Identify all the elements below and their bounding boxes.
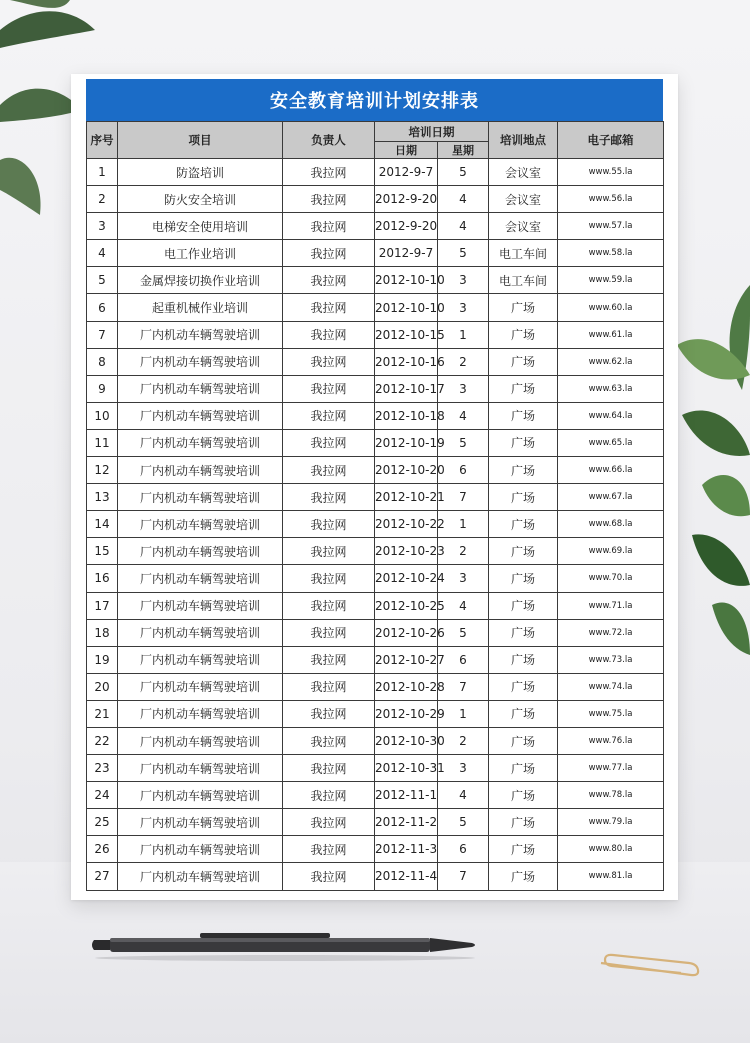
row-email-cell: www.73.la xyxy=(558,646,664,673)
row-email-cell: www.76.la xyxy=(558,727,664,754)
row-location-cell: 广场 xyxy=(489,755,558,782)
row-email-cell: www.65.la xyxy=(558,429,664,456)
row-weekday-cell: 6 xyxy=(438,836,489,863)
row-email-cell: www.72.la xyxy=(558,619,664,646)
row-email-cell: www.59.la xyxy=(558,267,664,294)
row-item-cell: 厂内机动车辆驾驶培训 xyxy=(118,809,283,836)
row-item-cell: 厂内机动车辆驾驶培训 xyxy=(118,700,283,727)
row-item-cell: 厂内机动车辆驾驶培训 xyxy=(118,402,283,429)
row-location-cell: 广场 xyxy=(489,538,558,565)
row-email-cell: www.77.la xyxy=(558,755,664,782)
row-no-cell: 15 xyxy=(87,538,118,565)
row-weekday-cell: 1 xyxy=(438,321,489,348)
row-owner-cell: 我拉网 xyxy=(283,240,375,267)
row-no-cell: 4 xyxy=(87,240,118,267)
row-email-cell: www.64.la xyxy=(558,402,664,429)
header-no: 序号 xyxy=(87,122,118,159)
row-weekday-cell: 2 xyxy=(438,727,489,754)
row-item-cell: 电工作业培训 xyxy=(118,240,283,267)
row-owner-cell: 我拉网 xyxy=(283,700,375,727)
row-date-cell: 2012-10-20 xyxy=(375,457,438,484)
row-no-cell: 27 xyxy=(87,863,118,890)
row-no-cell: 1 xyxy=(87,159,118,186)
row-location-cell: 会议室 xyxy=(489,213,558,240)
header-location: 培训地点 xyxy=(489,122,558,159)
row-location-cell: 广场 xyxy=(489,348,558,375)
row-date-cell: 2012-9-20 xyxy=(375,213,438,240)
row-location-cell: 广场 xyxy=(489,836,558,863)
row-location-cell: 广场 xyxy=(489,863,558,890)
row-location-cell: 会议室 xyxy=(489,186,558,213)
row-email-cell: www.62.la xyxy=(558,348,664,375)
table-row xyxy=(87,836,664,863)
row-owner-cell: 我拉网 xyxy=(283,863,375,890)
row-no-cell: 17 xyxy=(87,592,118,619)
row-no-cell: 10 xyxy=(87,402,118,429)
table-row xyxy=(87,159,664,186)
row-item-cell: 厂内机动车辆驾驶培训 xyxy=(118,673,283,700)
row-date-cell: 2012-10-10 xyxy=(375,294,438,321)
table-header-row xyxy=(87,122,664,142)
header-email: 电子邮箱 xyxy=(558,122,664,159)
row-item-cell: 电梯安全使用培训 xyxy=(118,213,283,240)
document-title: 安全教育培训计划安排表 xyxy=(86,79,663,121)
row-owner-cell: 我拉网 xyxy=(283,836,375,863)
table-row xyxy=(87,429,664,456)
row-owner-cell: 我拉网 xyxy=(283,673,375,700)
header-item: 项目 xyxy=(118,122,283,159)
row-no-cell: 11 xyxy=(87,429,118,456)
row-owner-cell: 我拉网 xyxy=(283,267,375,294)
row-no-cell: 6 xyxy=(87,294,118,321)
plant-leaves-right-icon xyxy=(672,285,750,715)
row-item-cell: 厂内机动车辆驾驶培训 xyxy=(118,511,283,538)
row-location-cell: 广场 xyxy=(489,402,558,429)
row-date-cell: 2012-10-27 xyxy=(375,646,438,673)
row-email-cell: www.63.la xyxy=(558,375,664,402)
row-date-cell: 2012-9-20 xyxy=(375,186,438,213)
row-weekday-cell: 3 xyxy=(438,294,489,321)
row-location-cell: 广场 xyxy=(489,321,558,348)
row-weekday-cell: 5 xyxy=(438,619,489,646)
table-row xyxy=(87,511,664,538)
row-no-cell: 25 xyxy=(87,809,118,836)
row-owner-cell: 我拉网 xyxy=(283,321,375,348)
row-owner-cell: 我拉网 xyxy=(283,484,375,511)
row-weekday-cell: 5 xyxy=(438,240,489,267)
row-no-cell: 26 xyxy=(87,836,118,863)
row-item-cell: 厂内机动车辆驾驶培训 xyxy=(118,619,283,646)
row-location-cell: 会议室 xyxy=(489,159,558,186)
row-item-cell: 厂内机动车辆驾驶培训 xyxy=(118,348,283,375)
table-row xyxy=(87,538,664,565)
row-no-cell: 16 xyxy=(87,565,118,592)
row-date-cell: 2012-11-1 xyxy=(375,782,438,809)
row-item-cell: 防火安全培训 xyxy=(118,186,283,213)
row-email-cell: www.61.la xyxy=(558,321,664,348)
row-owner-cell: 我拉网 xyxy=(283,429,375,456)
row-location-cell: 广场 xyxy=(489,294,558,321)
row-no-cell: 2 xyxy=(87,186,118,213)
row-email-cell: www.70.la xyxy=(558,565,664,592)
row-weekday-cell: 6 xyxy=(438,646,489,673)
row-no-cell: 5 xyxy=(87,267,118,294)
row-location-cell: 广场 xyxy=(489,809,558,836)
row-location-cell: 广场 xyxy=(489,673,558,700)
row-item-cell: 金属焊接切换作业培训 xyxy=(118,267,283,294)
row-email-cell: www.58.la xyxy=(558,240,664,267)
row-owner-cell: 我拉网 xyxy=(283,159,375,186)
row-owner-cell: 我拉网 xyxy=(283,809,375,836)
row-weekday-cell: 3 xyxy=(438,755,489,782)
row-weekday-cell: 4 xyxy=(438,186,489,213)
row-location-cell: 广场 xyxy=(489,511,558,538)
table-row xyxy=(87,484,664,511)
table-row xyxy=(87,213,664,240)
row-weekday-cell: 6 xyxy=(438,457,489,484)
row-email-cell: www.80.la xyxy=(558,836,664,863)
row-location-cell: 广场 xyxy=(489,619,558,646)
row-owner-cell: 我拉网 xyxy=(283,511,375,538)
row-date-cell: 2012-10-15 xyxy=(375,321,438,348)
paper-clip-icon xyxy=(595,955,705,985)
document-sheet xyxy=(71,74,678,900)
row-weekday-cell: 5 xyxy=(438,159,489,186)
row-date-cell: 2012-10-18 xyxy=(375,402,438,429)
row-date-cell: 2012-10-17 xyxy=(375,375,438,402)
row-owner-cell: 我拉网 xyxy=(283,782,375,809)
row-weekday-cell: 4 xyxy=(438,402,489,429)
row-email-cell: www.81.la xyxy=(558,863,664,890)
row-location-cell: 广场 xyxy=(489,646,558,673)
row-date-cell: 2012-10-22 xyxy=(375,511,438,538)
row-location-cell: 广场 xyxy=(489,592,558,619)
row-location-cell: 电工车间 xyxy=(489,267,558,294)
header-owner: 负责人 xyxy=(283,122,375,159)
table-row xyxy=(87,267,664,294)
row-location-cell: 广场 xyxy=(489,727,558,754)
row-date-cell: 2012-10-28 xyxy=(375,673,438,700)
row-item-cell: 厂内机动车辆驾驶培训 xyxy=(118,538,283,565)
row-no-cell: 22 xyxy=(87,727,118,754)
row-item-cell: 厂内机动车辆驾驶培训 xyxy=(118,565,283,592)
row-date-cell: 2012-10-24 xyxy=(375,565,438,592)
row-date-cell: 2012-11-3 xyxy=(375,836,438,863)
row-date-cell: 2012-10-10 xyxy=(375,267,438,294)
row-email-cell: www.60.la xyxy=(558,294,664,321)
row-date-cell: 2012-10-23 xyxy=(375,538,438,565)
row-owner-cell: 我拉网 xyxy=(283,375,375,402)
row-item-cell: 厂内机动车辆驾驶培训 xyxy=(118,863,283,890)
row-no-cell: 21 xyxy=(87,700,118,727)
table-row xyxy=(87,457,664,484)
row-owner-cell: 我拉网 xyxy=(283,457,375,484)
row-email-cell: www.55.la xyxy=(558,159,664,186)
row-location-cell: 广场 xyxy=(489,375,558,402)
table-row xyxy=(87,673,664,700)
row-location-cell: 广场 xyxy=(489,782,558,809)
table-row xyxy=(87,863,664,890)
row-weekday-cell: 7 xyxy=(438,863,489,890)
row-email-cell: www.67.la xyxy=(558,484,664,511)
table-row xyxy=(87,782,664,809)
table-row xyxy=(87,646,664,673)
row-location-cell: 广场 xyxy=(489,429,558,456)
table-row xyxy=(87,619,664,646)
row-item-cell: 起重机械作业培训 xyxy=(118,294,283,321)
row-weekday-cell: 5 xyxy=(438,809,489,836)
row-email-cell: www.71.la xyxy=(558,592,664,619)
table-row xyxy=(87,809,664,836)
row-item-cell: 厂内机动车辆驾驶培训 xyxy=(118,375,283,402)
row-email-cell: www.75.la xyxy=(558,700,664,727)
row-owner-cell: 我拉网 xyxy=(283,646,375,673)
table-row xyxy=(87,321,664,348)
row-item-cell: 厂内机动车辆驾驶培训 xyxy=(118,782,283,809)
row-owner-cell: 我拉网 xyxy=(283,186,375,213)
row-date-cell: 2012-10-19 xyxy=(375,429,438,456)
table-row xyxy=(87,294,664,321)
row-email-cell: www.66.la xyxy=(558,457,664,484)
row-date-cell: 2012-11-2 xyxy=(375,809,438,836)
pen-icon xyxy=(90,928,480,962)
row-date-cell: 2012-10-16 xyxy=(375,348,438,375)
row-owner-cell: 我拉网 xyxy=(283,619,375,646)
row-weekday-cell: 1 xyxy=(438,700,489,727)
table-row xyxy=(87,375,664,402)
table-row xyxy=(87,186,664,213)
row-weekday-cell: 4 xyxy=(438,782,489,809)
row-owner-cell: 我拉网 xyxy=(283,727,375,754)
row-no-cell: 14 xyxy=(87,511,118,538)
row-email-cell: www.57.la xyxy=(558,213,664,240)
header-date-group: 培训日期 xyxy=(375,122,489,142)
row-date-cell: 2012-10-30 xyxy=(375,727,438,754)
header-weekday: 星期 xyxy=(438,142,489,159)
row-date-cell: 2012-11-4 xyxy=(375,863,438,890)
row-no-cell: 18 xyxy=(87,619,118,646)
row-owner-cell: 我拉网 xyxy=(283,592,375,619)
table-row xyxy=(87,402,664,429)
row-date-cell: 2012-10-21 xyxy=(375,484,438,511)
row-email-cell: www.68.la xyxy=(558,511,664,538)
row-date-cell: 2012-10-29 xyxy=(375,700,438,727)
row-date-cell: 2012-10-25 xyxy=(375,592,438,619)
table-row xyxy=(87,755,664,782)
table-row xyxy=(87,565,664,592)
row-location-cell: 电工车间 xyxy=(489,240,558,267)
row-owner-cell: 我拉网 xyxy=(283,565,375,592)
row-owner-cell: 我拉网 xyxy=(283,755,375,782)
row-weekday-cell: 7 xyxy=(438,484,489,511)
row-no-cell: 9 xyxy=(87,375,118,402)
row-email-cell: www.78.la xyxy=(558,782,664,809)
row-no-cell: 8 xyxy=(87,348,118,375)
row-item-cell: 厂内机动车辆驾驶培训 xyxy=(118,484,283,511)
row-no-cell: 7 xyxy=(87,321,118,348)
row-owner-cell: 我拉网 xyxy=(283,294,375,321)
row-item-cell: 厂内机动车辆驾驶培训 xyxy=(118,836,283,863)
row-email-cell: www.74.la xyxy=(558,673,664,700)
row-no-cell: 20 xyxy=(87,673,118,700)
row-item-cell: 厂内机动车辆驾驶培训 xyxy=(118,321,283,348)
row-owner-cell: 我拉网 xyxy=(283,348,375,375)
row-no-cell: 12 xyxy=(87,457,118,484)
row-item-cell: 厂内机动车辆驾驶培训 xyxy=(118,429,283,456)
row-weekday-cell: 4 xyxy=(438,213,489,240)
row-location-cell: 广场 xyxy=(489,484,558,511)
row-weekday-cell: 3 xyxy=(438,267,489,294)
row-item-cell: 防盗培训 xyxy=(118,159,283,186)
row-date-cell: 2012-9-7 xyxy=(375,240,438,267)
row-date-cell: 2012-9-7 xyxy=(375,159,438,186)
row-date-cell: 2012-10-26 xyxy=(375,619,438,646)
row-location-cell: 广场 xyxy=(489,565,558,592)
row-item-cell: 厂内机动车辆驾驶培训 xyxy=(118,755,283,782)
row-item-cell: 厂内机动车辆驾驶培训 xyxy=(118,727,283,754)
row-item-cell: 厂内机动车辆驾驶培训 xyxy=(118,457,283,484)
table-row xyxy=(87,727,664,754)
row-owner-cell: 我拉网 xyxy=(283,538,375,565)
row-weekday-cell: 4 xyxy=(438,592,489,619)
row-weekday-cell: 3 xyxy=(438,375,489,402)
row-item-cell: 厂内机动车辆驾驶培训 xyxy=(118,646,283,673)
row-no-cell: 24 xyxy=(87,782,118,809)
row-item-cell: 厂内机动车辆驾驶培训 xyxy=(118,592,283,619)
row-no-cell: 19 xyxy=(87,646,118,673)
row-weekday-cell: 7 xyxy=(438,673,489,700)
row-owner-cell: 我拉网 xyxy=(283,402,375,429)
table-row xyxy=(87,592,664,619)
table-row xyxy=(87,348,664,375)
row-owner-cell: 我拉网 xyxy=(283,213,375,240)
row-weekday-cell: 1 xyxy=(438,511,489,538)
row-no-cell: 13 xyxy=(87,484,118,511)
row-weekday-cell: 2 xyxy=(438,538,489,565)
table-row xyxy=(87,240,664,267)
row-no-cell: 23 xyxy=(87,755,118,782)
row-location-cell: 广场 xyxy=(489,457,558,484)
row-weekday-cell: 5 xyxy=(438,429,489,456)
row-no-cell: 3 xyxy=(87,213,118,240)
row-email-cell: www.56.la xyxy=(558,186,664,213)
row-weekday-cell: 3 xyxy=(438,565,489,592)
header-date: 日期 xyxy=(375,142,438,159)
table-row xyxy=(87,700,664,727)
row-weekday-cell: 2 xyxy=(438,348,489,375)
row-location-cell: 广场 xyxy=(489,700,558,727)
training-schedule-table xyxy=(86,121,664,891)
row-email-cell: www.69.la xyxy=(558,538,664,565)
row-email-cell: www.79.la xyxy=(558,809,664,836)
row-date-cell: 2012-10-31 xyxy=(375,755,438,782)
